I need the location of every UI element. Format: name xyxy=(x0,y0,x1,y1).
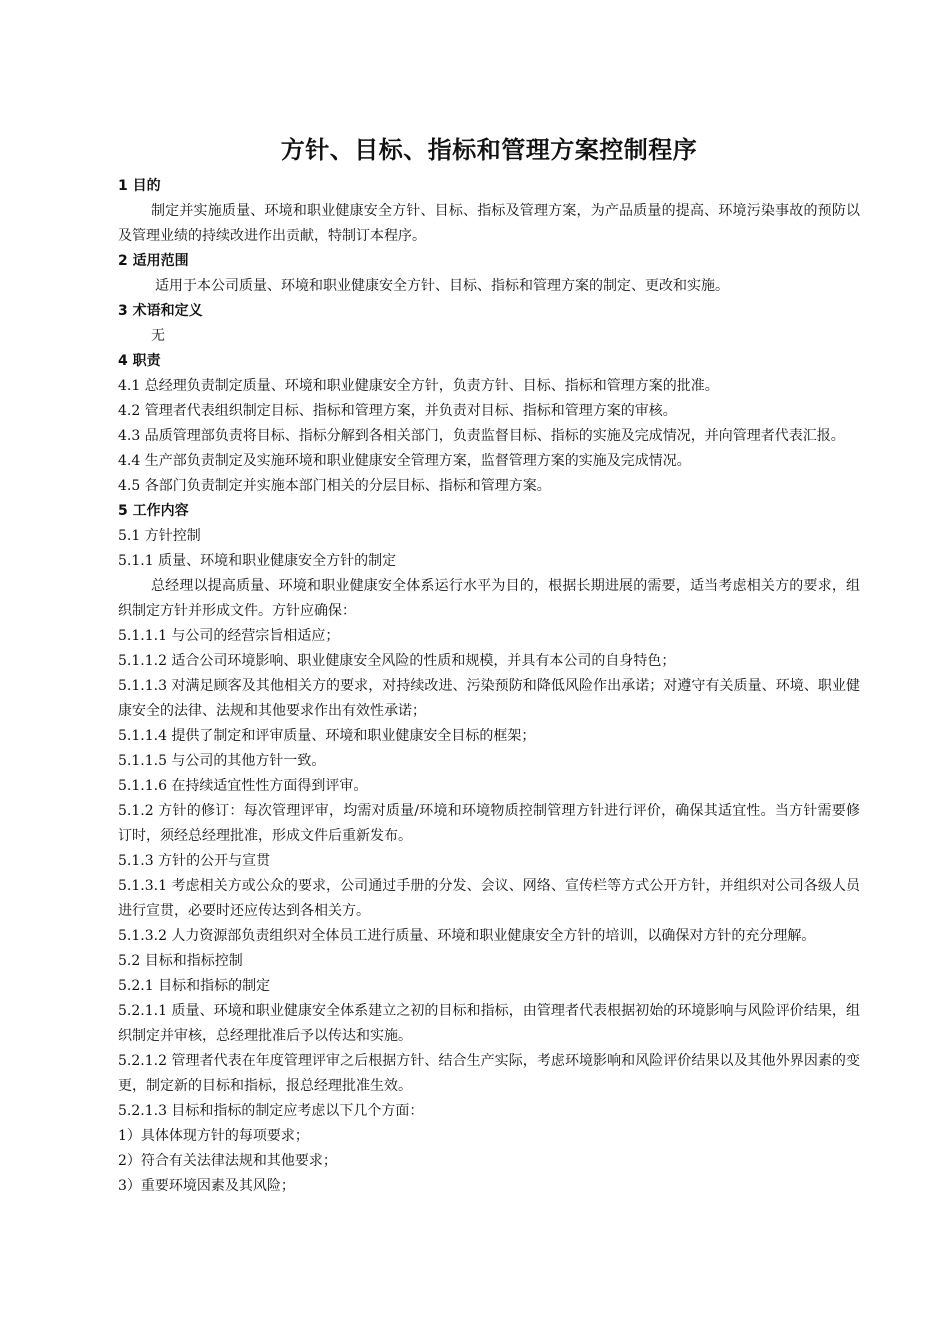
clause-item: 3）重要环境因素及其风险； xyxy=(118,1178,295,1194)
clause-item: 5.2.1.2 管理者代表在年度管理评审之后根据方针、结合生产实际，考虑环境影响和风险评价结果以及其他外界因素的变更，制定新的目标和指标，报总经理批准生效。 xyxy=(118,1053,860,1094)
clause-item: 5.2.1.3 目标和指标的制定应考虑以下几个方面： xyxy=(118,1103,424,1119)
section-heading: 5 工作内容 xyxy=(118,503,189,519)
paragraph: 适用于本公司质量、环境和职业健康安全方针、目标、指标和管理方案的制定、更改和实施。 xyxy=(155,278,729,294)
clause-item: 5.1 方针控制 xyxy=(118,528,201,544)
clause-item: 4.3 品质管理部负责将目标、指标分解到各相关部门，负责监督目标、指标的实施及完成情况，并向管理者代表汇报。 xyxy=(118,428,845,444)
clause-item: 4.2 管理者代表组织制定目标、指标和管理方案，并负责对目标、指标和管理方案的审核。 xyxy=(118,403,677,419)
clause-item: 5.1.1.6 在持续适宜性性方面得到评审。 xyxy=(118,778,368,794)
clause-item: 4.1 总经理负责制定质量、环境和职业健康安全方针，负责方针、目标、指标和管理方案的批准。 xyxy=(118,378,719,394)
clause-item: 5.1.1.5 与公司的其他方针一致。 xyxy=(118,753,326,769)
clause-item: 5.2 目标和指标控制 xyxy=(118,953,243,969)
clause-item: 5.1.1.3 对满足顾客及其他相关方的要求，对持续改进、污染预防和降低风险作出承诺；对遵守有关质量、环境、职业健康安全的法律、法规和其他要求作出有效性承诺； xyxy=(118,678,860,719)
clause-item: 5.1.2 方针的修订：每次管理评审，均需对质量/环境和环境物质控制管理方针进行评价，确保其适宜性。当方针需要修订时，须经总经理批准，形成文件后重新发布。 xyxy=(118,803,860,844)
clause-item: 5.1.1 质量、环境和职业健康安全方针的制定 xyxy=(118,553,397,569)
clause-item: 5.1.3 方针的公开与宣贯 xyxy=(118,853,271,869)
clause-item: 5.1.1.2 适合公司环境影响、职业健康安全风险的性质和规模，并具有本公司的自身特色； xyxy=(118,653,676,669)
clause-item: 1）具体体现方针的每项要求； xyxy=(118,1128,309,1144)
clause-item: 5.1.3.2 人力资源部负责组织对全体员工进行质量、环境和职业健康安全方针的培训，以确保对方针的充分理解。 xyxy=(118,928,816,944)
section-heading: 1 目的 xyxy=(118,178,161,194)
section-heading: 3 术语和定义 xyxy=(118,303,203,319)
paragraph: 无 xyxy=(151,328,165,344)
paragraph: 制定并实施质量、环境和职业健康安全方针、目标、指标及管理方案，为产品质量的提高、环境污染事故的预防以及管理业绩的持续改进作出贡献，特制订本程序。 xyxy=(118,203,860,244)
clause-item: 5.1.1.4 提供了制定和评审质量、环境和职业健康安全目标的框架； xyxy=(118,728,536,744)
document-title: 方针、目标、指标和管理方案控制程序 xyxy=(280,136,698,164)
document-body xyxy=(118,174,860,1199)
section-heading: 4 职责 xyxy=(118,353,161,369)
clause-item: 5.2.1.1 质量、环境和职业健康安全体系建立之初的目标和指标，由管理者代表根据初始的环境影响与风险评价结果，组织制定并审核，总经理批准后予以传达和实施。 xyxy=(118,1003,860,1044)
clause-item: 2）符合有关法律法规和其他要求； xyxy=(118,1153,337,1169)
clause-item: 5.1.1.1 与公司的经营宗旨相适应； xyxy=(118,628,340,644)
clause-item: 4.5 各部门负责制定并实施本部门相关的分层目标、指标和管理方案。 xyxy=(118,478,551,494)
clause-item: 4.4 生产部负责制定及实施环境和职业健康安全管理方案，监督管理方案的实施及完成情况。 xyxy=(118,453,691,469)
paragraph: 总经理以提高质量、环境和职业健康安全体系运行水平为目的，根据长期进展的需要，适当考虑相关方的要求，组织制定方针并形成文件。方针应确保： xyxy=(118,578,860,619)
clause-item: 5.1.3.1 考虑相关方或公众的要求，公司通过手册的分发、会议、网络、宣传栏等方式公开方针，并组织对公司各级人员进行宣贯，必要时还应传达到各相关方。 xyxy=(118,878,860,919)
document-page xyxy=(118,132,860,1199)
clause-item: 5.2.1 目标和指标的制定 xyxy=(118,978,271,994)
section-heading: 2 适用范围 xyxy=(118,253,189,269)
